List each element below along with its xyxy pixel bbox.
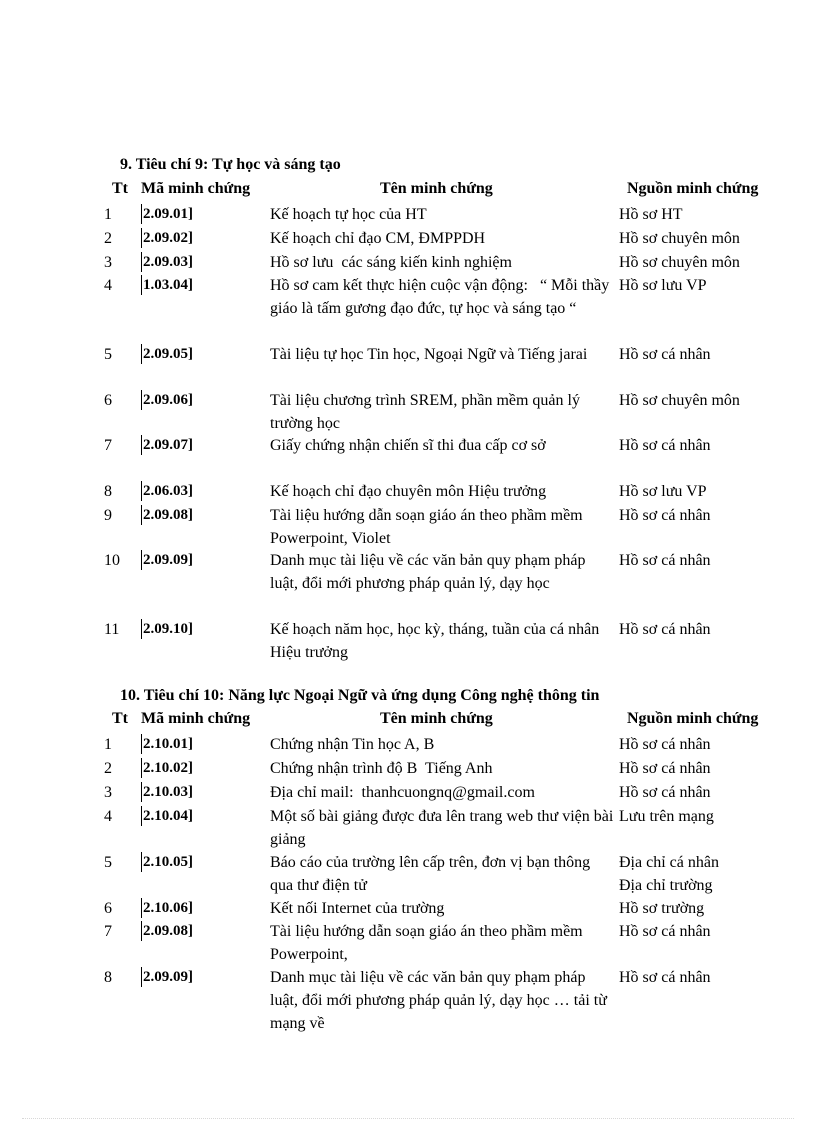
row-number: 7 — [104, 923, 112, 940]
evidence-code: 2.10.04] — [143, 808, 193, 824]
evidence-code: 2.10.06] — [143, 900, 193, 916]
evidence-code: 2.09.08] — [143, 507, 193, 523]
evidence-code: 2.09.10] — [143, 621, 193, 637]
evidence-source: Hồ sơ chuyên môn — [619, 254, 740, 271]
row-number: 5 — [104, 346, 112, 363]
evidence-name: Chứng nhận Tin học A, B — [270, 736, 435, 753]
evidence-name: Một số bài giảng được đưa lên trang web thư viện bài giảng — [270, 808, 618, 848]
evidence-source: Hồ sơ HT — [619, 206, 683, 223]
evidence-source: Hồ sơ cá nhân — [619, 507, 711, 524]
row-number: 6 — [104, 900, 112, 917]
row-number: 8 — [104, 969, 112, 986]
row-number: 7 — [104, 437, 112, 454]
evidence-code: 2.10.01] — [143, 736, 193, 752]
evidence-code: 2.09.09] — [143, 552, 193, 568]
evidence-name: Tài liệu chương trình SREM, phần mềm quản lý trường học — [270, 392, 584, 432]
evidence-source: Hồ sơ chuyên môn — [619, 230, 740, 247]
header-code: Mã minh chứng — [141, 710, 251, 727]
evidence-name: Tài liệu hướng dẫn soạn giáo án theo phầm mềm Powerpoint, Violet — [270, 507, 587, 547]
header-name: Tên minh chứng — [380, 180, 493, 197]
evidence-name: Danh mục tài liệu về các văn bản quy phạm pháp luật, đổi mới phương pháp quản lý, dạy học … tải từ mạng về — [270, 969, 611, 1032]
evidence-name: Giấy chứng nhận chiến sĩ thi đua cấp cơ sở — [270, 437, 546, 454]
evidence-code: 1.03.04] — [143, 277, 193, 293]
evidence-source: Địa chỉ cá nhân Địa chỉ trường — [619, 854, 719, 894]
evidence-code: 2.09.01] — [143, 206, 193, 222]
row-number: 1 — [104, 206, 112, 223]
evidence-source: Hồ sơ cá nhân — [619, 437, 711, 454]
header-source: Nguồn minh chứng — [627, 180, 759, 197]
evidence-name: Danh mục tài liệu về các văn bản quy phạm pháp luật, đổi mới phương pháp quản lý, dạy học — [270, 552, 590, 592]
row-number: 2 — [104, 230, 112, 247]
row-number: 6 — [104, 392, 112, 409]
evidence-code: 2.10.05] — [143, 854, 193, 870]
evidence-name: Kế hoạch chỉ đạo CM, ĐMPPDH — [270, 230, 486, 247]
section-10-title: 10. Tiêu chí 10: Năng lực Ngoại Ngữ và ứng dụng Công nghệ thông tin — [120, 687, 600, 704]
evidence-code: 2.09.05] — [143, 346, 193, 362]
evidence-source: Hồ sơ cá nhân — [619, 760, 711, 777]
evidence-source: Hồ sơ cá nhân — [619, 621, 711, 638]
evidence-name: Hồ sơ cam kết thực hiện cuộc vận động: “ Mỗi thầy giáo là tấm gương đạo đức, tự học và sáng tạo “ — [270, 277, 614, 317]
evidence-source: Hồ sơ cá nhân — [619, 736, 711, 753]
row-number: 1 — [104, 736, 112, 753]
evidence-name: Kế hoạch tự học của HT — [270, 206, 427, 223]
row-number: 11 — [104, 621, 120, 638]
evidence-code: 2.09.02] — [143, 230, 193, 246]
evidence-code: 2.09.06] — [143, 392, 193, 408]
evidence-source: Hồ sơ chuyên môn — [619, 392, 740, 409]
evidence-source: Hồ sơ cá nhân — [619, 923, 711, 940]
evidence-source: Hồ sơ trường — [619, 900, 705, 917]
evidence-code: 2.09.07] — [143, 437, 193, 453]
row-number: 8 — [104, 483, 112, 500]
section-9-title: 9. Tiêu chí 9: Tự học và sáng tạo — [120, 156, 341, 173]
evidence-name: Kế hoạch năm học, học kỳ, tháng, tuần của cá nhân Hiệu trưởng — [270, 621, 604, 661]
evidence-code: 2.09.09] — [143, 969, 193, 985]
evidence-code: 2.10.02] — [143, 760, 193, 776]
evidence-source: Hồ sơ lưu VP — [619, 277, 707, 294]
evidence-name: Báo cáo của trường lên cấp trên, đơn vị bạn thông qua thư điện tử — [270, 854, 595, 894]
evidence-name: Kết nối Internet của trường — [270, 900, 445, 917]
evidence-source: Hồ sơ cá nhân — [619, 969, 711, 986]
row-number: 3 — [104, 784, 112, 801]
evidence-code: 2.06.03] — [143, 483, 193, 499]
evidence-name: Chứng nhận trình độ B Tiếng Anh — [270, 760, 493, 777]
evidence-code: 2.09.08] — [143, 923, 193, 939]
evidence-source: Hồ sơ cá nhân — [619, 346, 711, 363]
row-number: 9 — [104, 507, 112, 524]
page-bottom-divider — [22, 1118, 794, 1119]
evidence-name: Kế hoạch chỉ đạo chuyên môn Hiệu trưởng — [270, 483, 547, 500]
evidence-name: Tài liệu tự học Tin học, Ngoại Ngữ và Tiếng jarai — [270, 346, 588, 363]
row-number: 3 — [104, 254, 112, 271]
header-name: Tên minh chứng — [380, 710, 493, 727]
evidence-code: 2.09.03] — [143, 254, 193, 270]
row-number: 4 — [104, 808, 112, 825]
evidence-source: Hồ sơ cá nhân — [619, 784, 711, 801]
row-number: 10 — [104, 552, 120, 569]
evidence-name: Hồ sơ lưu các sáng kiến kinh nghiệm — [270, 254, 512, 271]
evidence-source: Hồ sơ cá nhân — [619, 552, 711, 569]
evidence-code: 2.10.03] — [143, 784, 193, 800]
row-number: 4 — [104, 277, 112, 294]
row-number: 2 — [104, 760, 112, 777]
evidence-source: Hồ sơ lưu VP — [619, 483, 707, 500]
header-tt: Tt — [112, 710, 128, 727]
header-code: Mã minh chứng — [141, 180, 251, 197]
row-number: 5 — [104, 854, 112, 871]
header-source: Nguồn minh chứng — [627, 710, 759, 727]
header-tt: Tt — [112, 180, 128, 197]
evidence-name: Tài liệu hướng dẫn soạn giáo án theo phầm mềm Powerpoint, — [270, 923, 587, 963]
evidence-name: Địa chỉ mail: thanhcuongnq@gmail.com — [270, 784, 535, 801]
evidence-source: Lưu trên mạng — [619, 808, 714, 825]
